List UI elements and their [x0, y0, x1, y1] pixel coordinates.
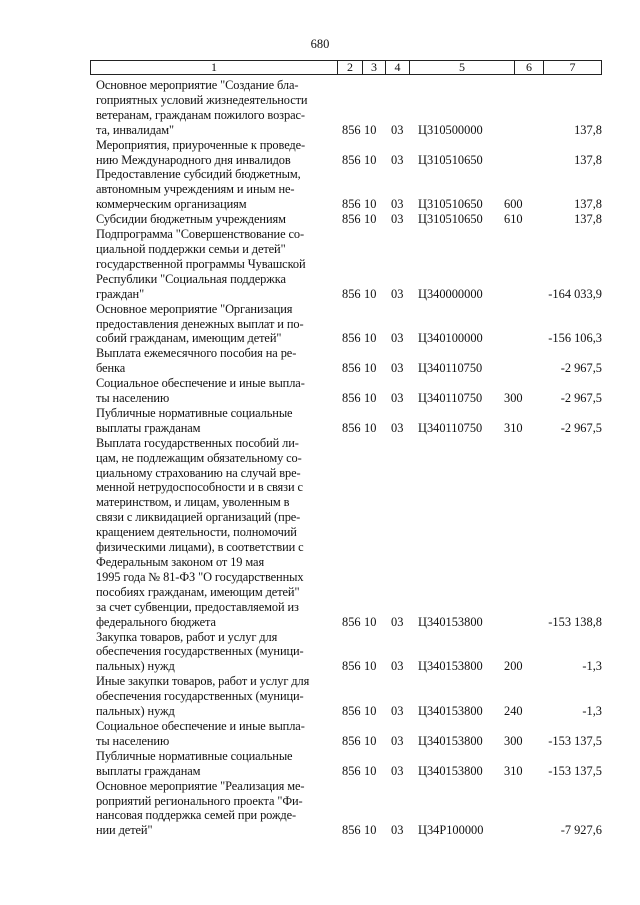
description-line: Социальное обеспечение и иные выпла-	[96, 718, 305, 733]
description-line: роприятий регионального проекта "Фи-	[96, 793, 303, 808]
description-line: собий гражданам, имеющим детей"	[96, 331, 282, 346]
cell-subsection: 03	[391, 704, 404, 719]
description-line: Выплата ежемесячного пособия на ре-	[96, 346, 297, 361]
cell-ministry-code: 856	[342, 331, 361, 346]
cell-target-article: Ц340000000	[418, 286, 483, 301]
header-col-2: 2	[347, 60, 353, 74]
description-line: 1995 года № 81-ФЗ "О государственных	[96, 569, 304, 584]
description-line: ветеранам, гражданам пожилого возрас-	[96, 107, 305, 122]
description-line: ты населению	[96, 733, 170, 748]
cell-amount: -2 967,5	[560, 420, 602, 435]
table-row	[96, 212, 606, 227]
description-line: нии детей"	[96, 823, 153, 838]
cell-ministry-code: 856	[342, 733, 361, 748]
cell-subsection: 03	[391, 197, 404, 212]
cell-expense-type: 300	[504, 733, 523, 748]
description-line: государственной программы Чувашской	[96, 256, 306, 271]
description-line: обеспечения государственных (муници-	[96, 644, 304, 659]
description-line: Основное мероприятие "Организация	[96, 301, 293, 316]
description-line: пальных) нужд	[96, 659, 175, 674]
description-line: Основное мероприятие "Создание бла-	[96, 78, 299, 92]
table-row	[96, 227, 606, 302]
table-row	[96, 78, 606, 138]
description-line: Субсидии бюджетным учреждениям	[96, 212, 286, 227]
cell-target-article: Ц310510650	[418, 152, 483, 167]
description-line: Федеральным законом от 19 мая	[96, 555, 265, 569]
cell-expense-type: 310	[504, 420, 523, 435]
cell-section: 10	[364, 152, 377, 167]
cell-ministry-code: 856	[342, 420, 361, 435]
cell-target-article: Ц340110750	[418, 420, 483, 435]
description-line: за счет субвенции, предоставляемой из	[96, 599, 299, 614]
cell-ministry-code: 856	[342, 361, 361, 376]
description-line: Публичные нормативные социальные	[96, 748, 293, 763]
header-col-6: 6	[526, 60, 532, 74]
table-header	[90, 60, 602, 75]
row-description	[96, 779, 329, 839]
cell-section: 10	[364, 391, 377, 406]
cell-amount: -156 106,3	[548, 331, 602, 346]
cell-subsection: 03	[391, 614, 404, 629]
cell-ministry-code: 856	[342, 763, 361, 778]
cell-amount: 137,8	[574, 152, 602, 167]
row-description	[96, 167, 329, 212]
row-description	[96, 749, 329, 779]
cell-target-article: Ц340110750	[418, 391, 483, 406]
cell-ministry-code: 856	[342, 122, 361, 137]
description-line: нансовая поддержка семей при рожде-	[96, 808, 297, 823]
description-line: пальных) нужд	[96, 704, 175, 719]
description-line: Социальное обеспечение и иные выпла-	[96, 376, 305, 391]
cell-ministry-code: 856	[342, 212, 361, 227]
cell-target-article: Ц340110750	[418, 361, 483, 376]
cell-expense-type: 610	[504, 212, 523, 227]
cell-amount: -7 927,6	[560, 823, 602, 838]
cell-expense-type: 300	[504, 391, 523, 406]
table-row	[96, 436, 606, 630]
cell-ministry-code: 856	[342, 286, 361, 301]
cell-section: 10	[364, 823, 377, 838]
cell-section: 10	[364, 212, 377, 227]
description-line: выплаты гражданам	[96, 763, 201, 778]
description-line: Выплата государственных пособий ли-	[96, 435, 299, 450]
description-line: пособиях гражданам, имеющим детей"	[96, 584, 300, 599]
cell-amount: 137,8	[574, 122, 602, 137]
table-row	[96, 346, 606, 376]
description-line: коммерческим организациям	[96, 197, 247, 212]
description-line: циальной поддержки семьи и детей"	[96, 241, 286, 256]
description-line: Основное мероприятие "Реализация ме-	[96, 778, 305, 793]
row-description	[96, 376, 329, 406]
cell-subsection: 03	[391, 152, 404, 167]
description-line: граждан"	[96, 286, 145, 301]
description-line: циальному страхованию на случай вре-	[96, 465, 301, 480]
table-row	[96, 302, 606, 347]
cell-subsection: 03	[391, 659, 404, 674]
cell-expense-type: 240	[504, 704, 523, 719]
cell-subsection: 03	[391, 331, 404, 346]
table-row	[96, 406, 606, 436]
table-body	[96, 78, 606, 838]
header-col-4: 4	[394, 60, 401, 74]
row-description	[96, 212, 329, 227]
table-row	[96, 376, 606, 406]
cell-subsection: 03	[391, 420, 404, 435]
description-line: связи с ликвидацией организаций (пре-	[96, 510, 301, 525]
description-line: менной нетрудоспособности и в связи с	[96, 480, 303, 495]
cell-expense-type: 600	[504, 197, 523, 212]
cell-target-article: Ц340153800	[418, 659, 483, 674]
cell-section: 10	[364, 763, 377, 778]
row-description	[96, 436, 329, 630]
cell-section: 10	[364, 331, 377, 346]
cell-ministry-code: 856	[342, 197, 361, 212]
cell-subsection: 03	[391, 361, 404, 376]
description-line: федерального бюджета	[96, 614, 216, 629]
table-row	[96, 779, 606, 839]
description-line: Предоставление субсидий бюджетным,	[96, 167, 301, 182]
header-col-3: 3	[371, 60, 377, 74]
row-description	[96, 719, 329, 749]
cell-ministry-code: 856	[342, 823, 361, 838]
row-description	[96, 78, 329, 138]
cell-section: 10	[364, 614, 377, 629]
table-row	[96, 630, 606, 675]
row-description	[96, 406, 329, 436]
header-col-5: 5	[459, 60, 465, 74]
cell-target-article: Ц340153800	[418, 614, 483, 629]
cell-amount: 137,8	[574, 197, 602, 212]
cell-amount: 137,8	[574, 212, 602, 227]
cell-subsection: 03	[391, 391, 404, 406]
cell-section: 10	[364, 659, 377, 674]
cell-amount: -153 138,8	[548, 614, 602, 629]
cell-section: 10	[364, 122, 377, 137]
cell-target-article: Ц340100000	[418, 331, 483, 346]
cell-subsection: 03	[391, 286, 404, 301]
header-col-1: 1	[211, 60, 217, 74]
cell-amount: -1,3	[582, 659, 602, 674]
cell-ministry-code: 856	[342, 391, 361, 406]
description-line: Мероприятия, приуроченные к проведе-	[96, 137, 306, 152]
description-line: ты населению	[96, 391, 170, 406]
description-line: предоставления денежных выплат и по-	[96, 316, 304, 331]
description-line: Закупка товаров, работ и услуг для	[96, 629, 278, 644]
description-line: Подпрограмма "Совершенствование со-	[96, 227, 304, 242]
cell-section: 10	[364, 197, 377, 212]
description-line: материнством, и лицам, уволенным в	[96, 495, 290, 510]
header-col-7: 7	[569, 60, 576, 74]
description-line: Иные закупки товаров, работ и услуг для	[96, 674, 310, 689]
cell-subsection: 03	[391, 823, 404, 838]
cell-subsection: 03	[391, 212, 404, 227]
cell-target-article: Ц310510650	[418, 212, 483, 227]
cell-ministry-code: 856	[342, 614, 361, 629]
table-row	[96, 167, 606, 212]
row-description	[96, 630, 329, 675]
table-row	[96, 674, 606, 719]
cell-target-article: Ц34Р100000	[418, 823, 484, 838]
row-description	[96, 346, 329, 376]
cell-amount: -153 137,5	[548, 733, 602, 748]
description-line: та, инвалидам"	[96, 122, 174, 137]
table-row	[96, 749, 606, 779]
cell-amount: -2 967,5	[560, 361, 602, 376]
cell-section: 10	[364, 286, 377, 301]
description-line: обеспечения государственных (муници-	[96, 689, 304, 704]
description-line: нию Международного дня инвалидов	[96, 152, 291, 167]
table-row	[96, 138, 606, 168]
cell-subsection: 03	[391, 763, 404, 778]
cell-target-article: Ц340153800	[418, 704, 483, 719]
cell-ministry-code: 856	[342, 704, 361, 719]
cell-target-article: Ц310500000	[418, 122, 483, 137]
cell-amount: -153 137,5	[548, 763, 602, 778]
description-line: гоприятных условий жизнедеятельности	[96, 92, 308, 107]
table-row	[96, 719, 606, 749]
row-description	[96, 227, 329, 302]
description-line: кращением деятельности, полномочий	[96, 525, 297, 540]
cell-expense-type: 200	[504, 659, 523, 674]
description-line: выплаты гражданам	[96, 420, 201, 435]
cell-amount: -2 967,5	[560, 391, 602, 406]
cell-section: 10	[364, 704, 377, 719]
cell-ministry-code: 856	[342, 659, 361, 674]
cell-subsection: 03	[391, 733, 404, 748]
description-line: Республики "Социальная поддержка	[96, 271, 286, 286]
row-description	[96, 302, 329, 347]
cell-section: 10	[364, 420, 377, 435]
description-line: бенка	[96, 361, 126, 376]
description-line: физическими лицами), в соответствии с	[96, 540, 304, 555]
page-number: 680	[310, 37, 330, 51]
row-description	[96, 138, 329, 168]
cell-amount: -164 033,9	[548, 286, 602, 301]
cell-subsection: 03	[391, 122, 404, 137]
cell-amount: -1,3	[582, 704, 602, 719]
cell-section: 10	[364, 733, 377, 748]
description-line: автономным учреждениям и иным не-	[96, 182, 295, 197]
cell-target-article: Ц340153800	[418, 733, 483, 748]
cell-target-article: Ц310510650	[418, 197, 483, 212]
row-description	[96, 674, 329, 719]
cell-ministry-code: 856	[342, 152, 361, 167]
description-line: цам, не подлежащим обязательному со-	[96, 450, 302, 465]
cell-section: 10	[364, 361, 377, 376]
description-line: Публичные нормативные социальные	[96, 405, 293, 420]
cell-expense-type: 310	[504, 763, 523, 778]
cell-target-article: Ц340153800	[418, 763, 483, 778]
